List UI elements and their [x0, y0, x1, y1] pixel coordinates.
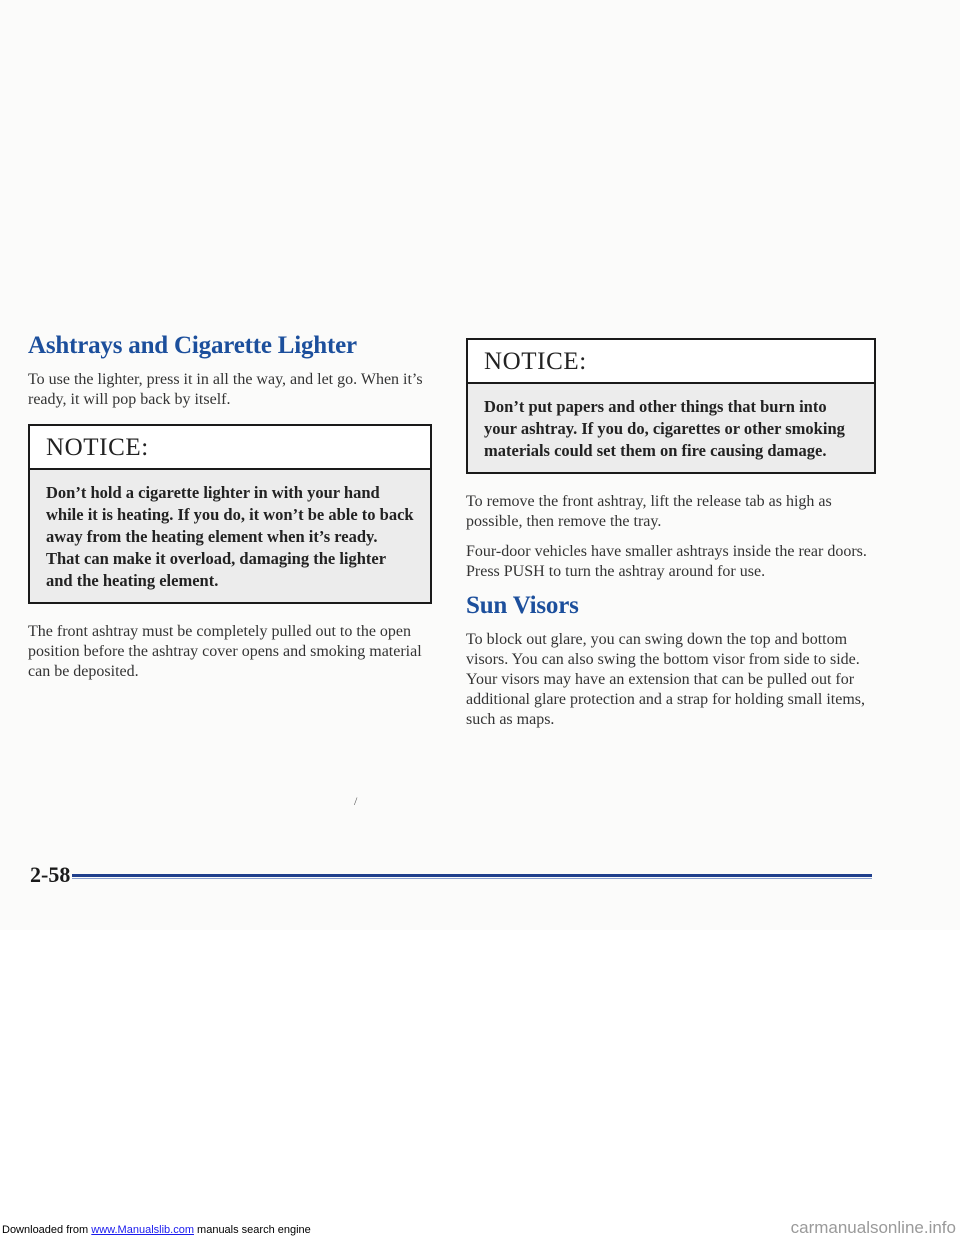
watermark: carmanualsonline.info: [790, 1218, 956, 1237]
banner-suffix: manuals search engine: [193, 1224, 311, 1236]
section-heading-ashtrays: Ashtrays and Cigarette Lighter: [28, 332, 357, 359]
download-banner: [0, 1224, 311, 1236]
section-heading-sun-visors: Sun Visors: [466, 592, 579, 619]
notice-title: NOTICE:: [30, 426, 430, 470]
notice-text: Don’t hold a cigarette lighter in with your hand while it is heating. If you do, it won’t be able to back away from the heating element when it’s ready. That can make it overload, damaging the lighter and the heating element.: [46, 483, 414, 590]
notice-box-ashtray: [466, 338, 876, 474]
left-column: [28, 332, 432, 692]
notice-box-lighter: [28, 424, 432, 604]
stray-mark: /: [354, 794, 358, 808]
page-number: 2-58: [30, 862, 71, 887]
four-door-paragraph: Four-door vehicles have smaller ashtrays inside the rear doors. Press PUSH to turn the ashtray around for use.: [466, 543, 867, 580]
footer-rule-thin: [72, 878, 872, 879]
ashtray-paragraph: The front ashtray must be completely pulled out to the open position before the ashtray cover opens and smoking material can be deposited.: [28, 623, 422, 680]
lighter-intro: To use the lighter, press it in all the way, and let go. When it’s ready, it will pop back by itself.: [28, 371, 423, 408]
notice-text: Don’t put papers and other things that burn into your ashtray. If you do, cigarettes or other smoking materials could set them on fire causing damage.: [484, 397, 845, 460]
banner-prefix: Downloaded from: [2, 1224, 92, 1236]
remove-ashtray-paragraph: To remove the front ashtray, lift the release tab as high as possible, then remove the tray.: [466, 493, 832, 530]
footer-rule: [72, 874, 872, 877]
right-column: [466, 338, 876, 740]
sun-visors-paragraph: To block out glare, you can swing down the top and bottom visors. You can also swing the bottom visor from side to side. Your visors may have an extension that can be pulled out for additional glare protection and a strap for holding small items, such as maps.: [466, 631, 866, 728]
manualslib-link[interactable]: www.Manualslib.com: [91, 1224, 194, 1236]
notice-title: NOTICE:: [468, 340, 874, 384]
